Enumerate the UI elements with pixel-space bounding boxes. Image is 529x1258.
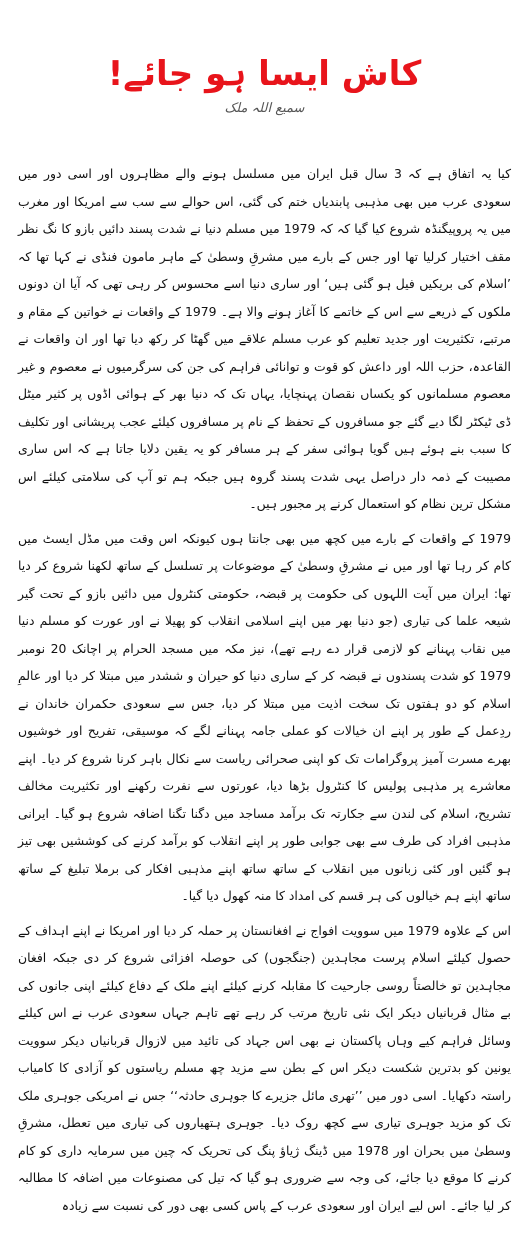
author-name: سمیع اللہ ملک <box>224 101 305 116</box>
article-title: کاش ایسا ہو جائے! <box>107 54 422 94</box>
article-body <box>18 160 511 1226</box>
paragraph-1: کیا یہ اتفاق ہے کہ 3 سال قبل ایران میں مسلسل ہونے والے مظاہروں اور اسی دور میں سعودی عرب میں بھی مذہبی پابندیاں ختم کی گئی، اس حوالے سے سب سے امریکا اور مغرب میں یہ پروپیگنڈہ شروع کیا گیا کہ کہ 1979 میں مسلم دنیا نے شدت پسند دائیں بازو کا نگ نظر مقف اختیار کرلیا تھا اور جس کے بارے میں مشرقِ وسطیٰ کے ماہر مامون فنڈی نے کہا تھا کہ ’اسلام کی بریکیں فیل ہو گئی ہیں‘ اور ساری دنیا اسے محسوس کر رہی تھی کہ آیا ان دونوں ملکوں کے ذریعے سے اس کے خاتمے کا آغاز ہونے والا ہے۔ 1979 کے واقعات نے خواتین کے مقام و مرتبے، تکثیریت اور جدید تعلیم کو عرب مسلم علاقے میں گھٹا کر رکھ دیا تھا اور ان واقعات نے القاعدہ، حزب اللہ اور داعش کو قوت و توانائی فراہم کی جن کی سرگرمیوں نے معصوم و غیر معصوم مسلمانوں کو یکساں نقصان پہنچایا، یہاں تک کہ دنیا بھر کے ہوائی اڈوں پر کثیر میٹل ڈی ٹیکٹر لگا دیے گئے جو مسافروں کے تحفظ کے نام پر مسافروں کیلئے عجب پریشانی اور تکلیف کا سبب بنے ہوئے ہیں گویا ہوائی سفر کے ہر مسافر کو یہ یقین دلایا جاتا ہے کہ اس ساری مصیبت کے ذمہ دار دراصل یہی شدت پسند گروہ ہیں جبکہ ہم تو آپ کی سلامتی کیلئے اس مشکل ترین نظام کو استعمال کرنے پر مجبور ہیں۔ <box>18 166 512 511</box>
paragraph-2: 1979 کے واقعات کے بارے میں کچھ میں بھی جانتا ہوں کیونکہ اس وقت میں مڈل ایسٹ میں کام کر رہا تھا اور میں نے مشرقِ وسطیٰ کے موضوعات پر تسلسل کے ساتھ لکھنا شروع کر دیا تھا: ایران میں آیت اللہوں کی حکومت پر قبضہ، حکومتی کنٹرول میں دائیں بازو کے تحت گیر شیعہ علما کی تیاری (جو دنیا بھر میں اپنے اسلامی انقلاب کو پھیلا نے اور عورت کو مسلم دنیا میں نقاب پہنانے کو لازمی قرار دے رہے تھے)، نیز مکہ میں مسجد الحرام پر اچانک 20 نومبر 1979 کو شدت پسندوں نے قبضہ کر کے ساری دنیا کو حیران و ششدر میں مبتلا کر دیا اور عالمِ اسلام کو دو ہفتوں تک سخت اذیت میں مبتلا کر دیا، جس سے سعودی حکمران خاندان نے ردِعمل کے طور پر اپنے ان خیالات کو عملی جامہ پہنانے لگے کہ موسیقی، تفریح اور خوشیوں بھرے مسرت آمیز پروگرامات تک کو اپنی صحرائی ریاست سے نکال باہر کرنا شروع کر دیا۔ اپنے معاشرے پر مذہبی پولیس کا کنٹرول بڑھا دیا، عورتوں سے نفرت رکھنے اور تکثیریت مخالف تشریح، اسلام کی لندن سے جکارتہ تک برآمد مساجد میں دگنا تگنا اضافہ شروع ہو گیا۔ ایرانی مذہبی افراد کی طرف سے بھی جوابی طور پر اپنے انقلاب کو برآمد کرنے کی کوششیں بھی تیز ہو گئیں اور کئی زبانوں میں انقلاب کے ساتھ ساتھ اپنے مذہبی افکار کی برملا تبلیغ کے ساتھ ساتھ اپنے ہم خیالوں کی ہر قسم کی امداد کا منہ کھول دیا گیا۔ <box>18 530 511 903</box>
paragraph-3: اس کے علاوہ 1979 میں سوویت افواج نے افغانستان پر حملہ کر دیا اور امریکا نے اپنے اہداف کے حصول کیلئے اسلام پرست مجاہدین (جنگجوں) کی حوصلہ افزائی شروع کر دی جبکہ افغان مجاہدین تو خالصتاً روسی جارحیت کا مقابلہ کرنے کیلئے اپنے ملک کے دفاع کیلئے اپنی جانوں کی بے مثال قربانیاں دیکر ایک نئی تاریخ مرتب کر رہے تھے تاہم جہاں سعودی عرب نے اس کیلئے وسائل فراہم کیے وہاں پاکستان نے بھی اس جہاد کی تائید میں لازوال قربانیاں دیکر سوویت یونین کو بدترین شکست دیکر اس کے بطن سے مزید چھ مسلم ریاستوں کو آزادی کا کامیاب راستہ دکھایا۔ اسی دور میں ’’تھری مائل جزیرے کا جوہری حادثہ‘‘ جس نے امریکی جوہری ملک تک کو مزید جوہری تیاری سے کچھ روک دیا۔ جوہری ہتھیاروں کی تیاری میں تعطل، مشرقِ وسطیٰ میں بحران اور 1978 میں ڈینگ ژیاؤ پنگ کی تحریک کہ چین میں سرمایہ داری کو کام کرنے کا موقع دیا جائے، کی وجہ سے ضروری ہو گیا کہ تیل کی مصنوعات میں اضافہ کا مطالبہ کر لیا جائے۔ اس لیے ایران اور سعودی عرب کے پاس کسی بھی دور کی نسبت سے زیادہ <box>18 922 512 1213</box>
